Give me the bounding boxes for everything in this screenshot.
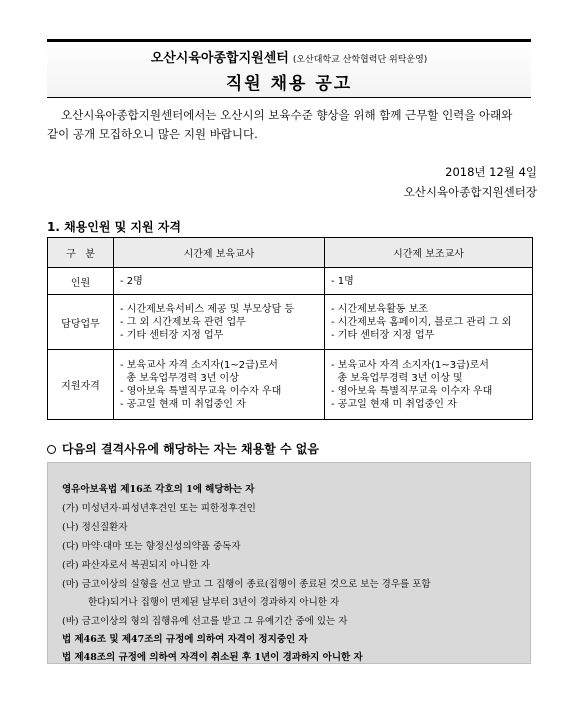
reason-line: 한다)되거나 집행이 면제된 날부터 3년이 경과하지 아니한 자 — [88, 597, 340, 608]
count-col2: - 1명 — [325, 268, 533, 295]
list-item: - 기타 센터장 지정 업무 — [120, 329, 224, 341]
notice-signer: 오산시육아종합지원센터장 — [403, 185, 537, 199]
reason-line: (마) 금고이상의 실형을 선고 받고 그 집행이 종료(집행이 종료된 것으로 보는 경우를 포함 — [62, 579, 431, 590]
list-item: - 영아보육 특별직무교육 이수자 우대 — [331, 385, 493, 397]
circle-bullet-icon — [47, 445, 56, 454]
table-row — [48, 295, 533, 350]
reason-line: 법 제46조 및 제47조의 규정에 의하여 자격이 정지중인 자 — [62, 634, 308, 645]
duty-col2 — [325, 295, 533, 350]
row-label-qual: 지원자격 — [48, 350, 114, 420]
list-item: - 영아보육 특별직무교육 이수자 우대 — [120, 385, 282, 397]
table-row — [48, 268, 533, 295]
row-label-duty: 담당업무 — [48, 295, 114, 350]
requirements-table — [47, 237, 533, 420]
reason-line: 영유아보육법 제16조 각호의 1에 해당하는 자 — [62, 484, 255, 495]
reason-line: (바) 금고이상의 형의 집행유예 선고를 받고 그 유예기간 중에 있는 자 — [62, 616, 348, 627]
reason-line: (나) 정신질환자 — [62, 522, 128, 533]
list-item: - 시간제보육서비스 제공 및 부모상담 등 — [120, 303, 295, 315]
reason-line: 법 제48조의 규정에 의하여 자격이 취소된 후 1년이 경과하지 아니한 자 — [62, 652, 363, 663]
table-header-row — [48, 238, 533, 268]
list-item: 총 보육업무경력 3년 이상 및 — [331, 372, 463, 384]
reason-line: (다) 마약·대마 또는 향정신성의약품 중독자 — [62, 541, 241, 552]
reason-line: (가) 미성년자·피성년후견인 또는 피한정후견인 — [62, 503, 256, 514]
duty-col1 — [114, 295, 325, 350]
section2-title-row — [47, 440, 319, 457]
row-label-count: 인원 — [48, 268, 114, 295]
table-header-col2: 시간제 보조교사 — [325, 238, 533, 268]
list-item: - 보육교사 자격 소지자(1~3급)로서 — [331, 359, 489, 371]
list-item: - 기타 센터장 지정 업무 — [331, 329, 435, 341]
list-item: 총 보육업무경력 3년 이상 — [120, 372, 239, 384]
org-sub: (오산대학교 산학협력단 위탁운영) — [292, 55, 428, 65]
reason-line: (라) 파산자로서 복권되지 아니한 자 — [62, 560, 210, 571]
disqualification-box — [47, 462, 531, 664]
section2-title: 다음의 결격사유에 해당하는 자는 채용할 수 없음 — [62, 442, 319, 456]
list-item: - 그 외 시간제보육 관련 업무 — [120, 316, 246, 328]
list-item: - 공고일 현재 미 취업중인 자 — [120, 398, 246, 410]
list-item: - 시간제보육활동 보조 — [331, 303, 428, 315]
section1-title: 1. 채용인원 및 지원 자격 — [47, 220, 181, 234]
intro-paragraph: 오산시육아종합지원센터에서는 오산시의 보육수준 향상을 위해 함께 근무할 인력을 아래와 같이 공개 모집하오니 많은 지원 바랍니다. — [47, 108, 513, 141]
qual-col1 — [114, 350, 325, 420]
table-row — [48, 350, 533, 420]
list-item: - 공고일 현재 미 취업중인 자 — [331, 398, 457, 410]
list-item: - 보육교사 자격 소지자(1~2급)로서 — [120, 359, 278, 371]
header-box — [47, 39, 531, 98]
notice-date: 2018년 12월 4일 — [445, 165, 537, 179]
table-header-category: 구 분 — [48, 238, 114, 268]
org-name: 오산시육아종합지원센터 — [150, 51, 289, 66]
page-title: 직원 채용 공고 — [225, 74, 353, 94]
qual-col2 — [325, 350, 533, 420]
org-line — [47, 47, 531, 66]
table-header-col1: 시간제 보육교사 — [114, 238, 325, 268]
count-col1: - 2명 — [114, 268, 325, 295]
list-item: - 시간제보육 홈페이지, 블로그 관리 그 외 — [331, 316, 512, 328]
